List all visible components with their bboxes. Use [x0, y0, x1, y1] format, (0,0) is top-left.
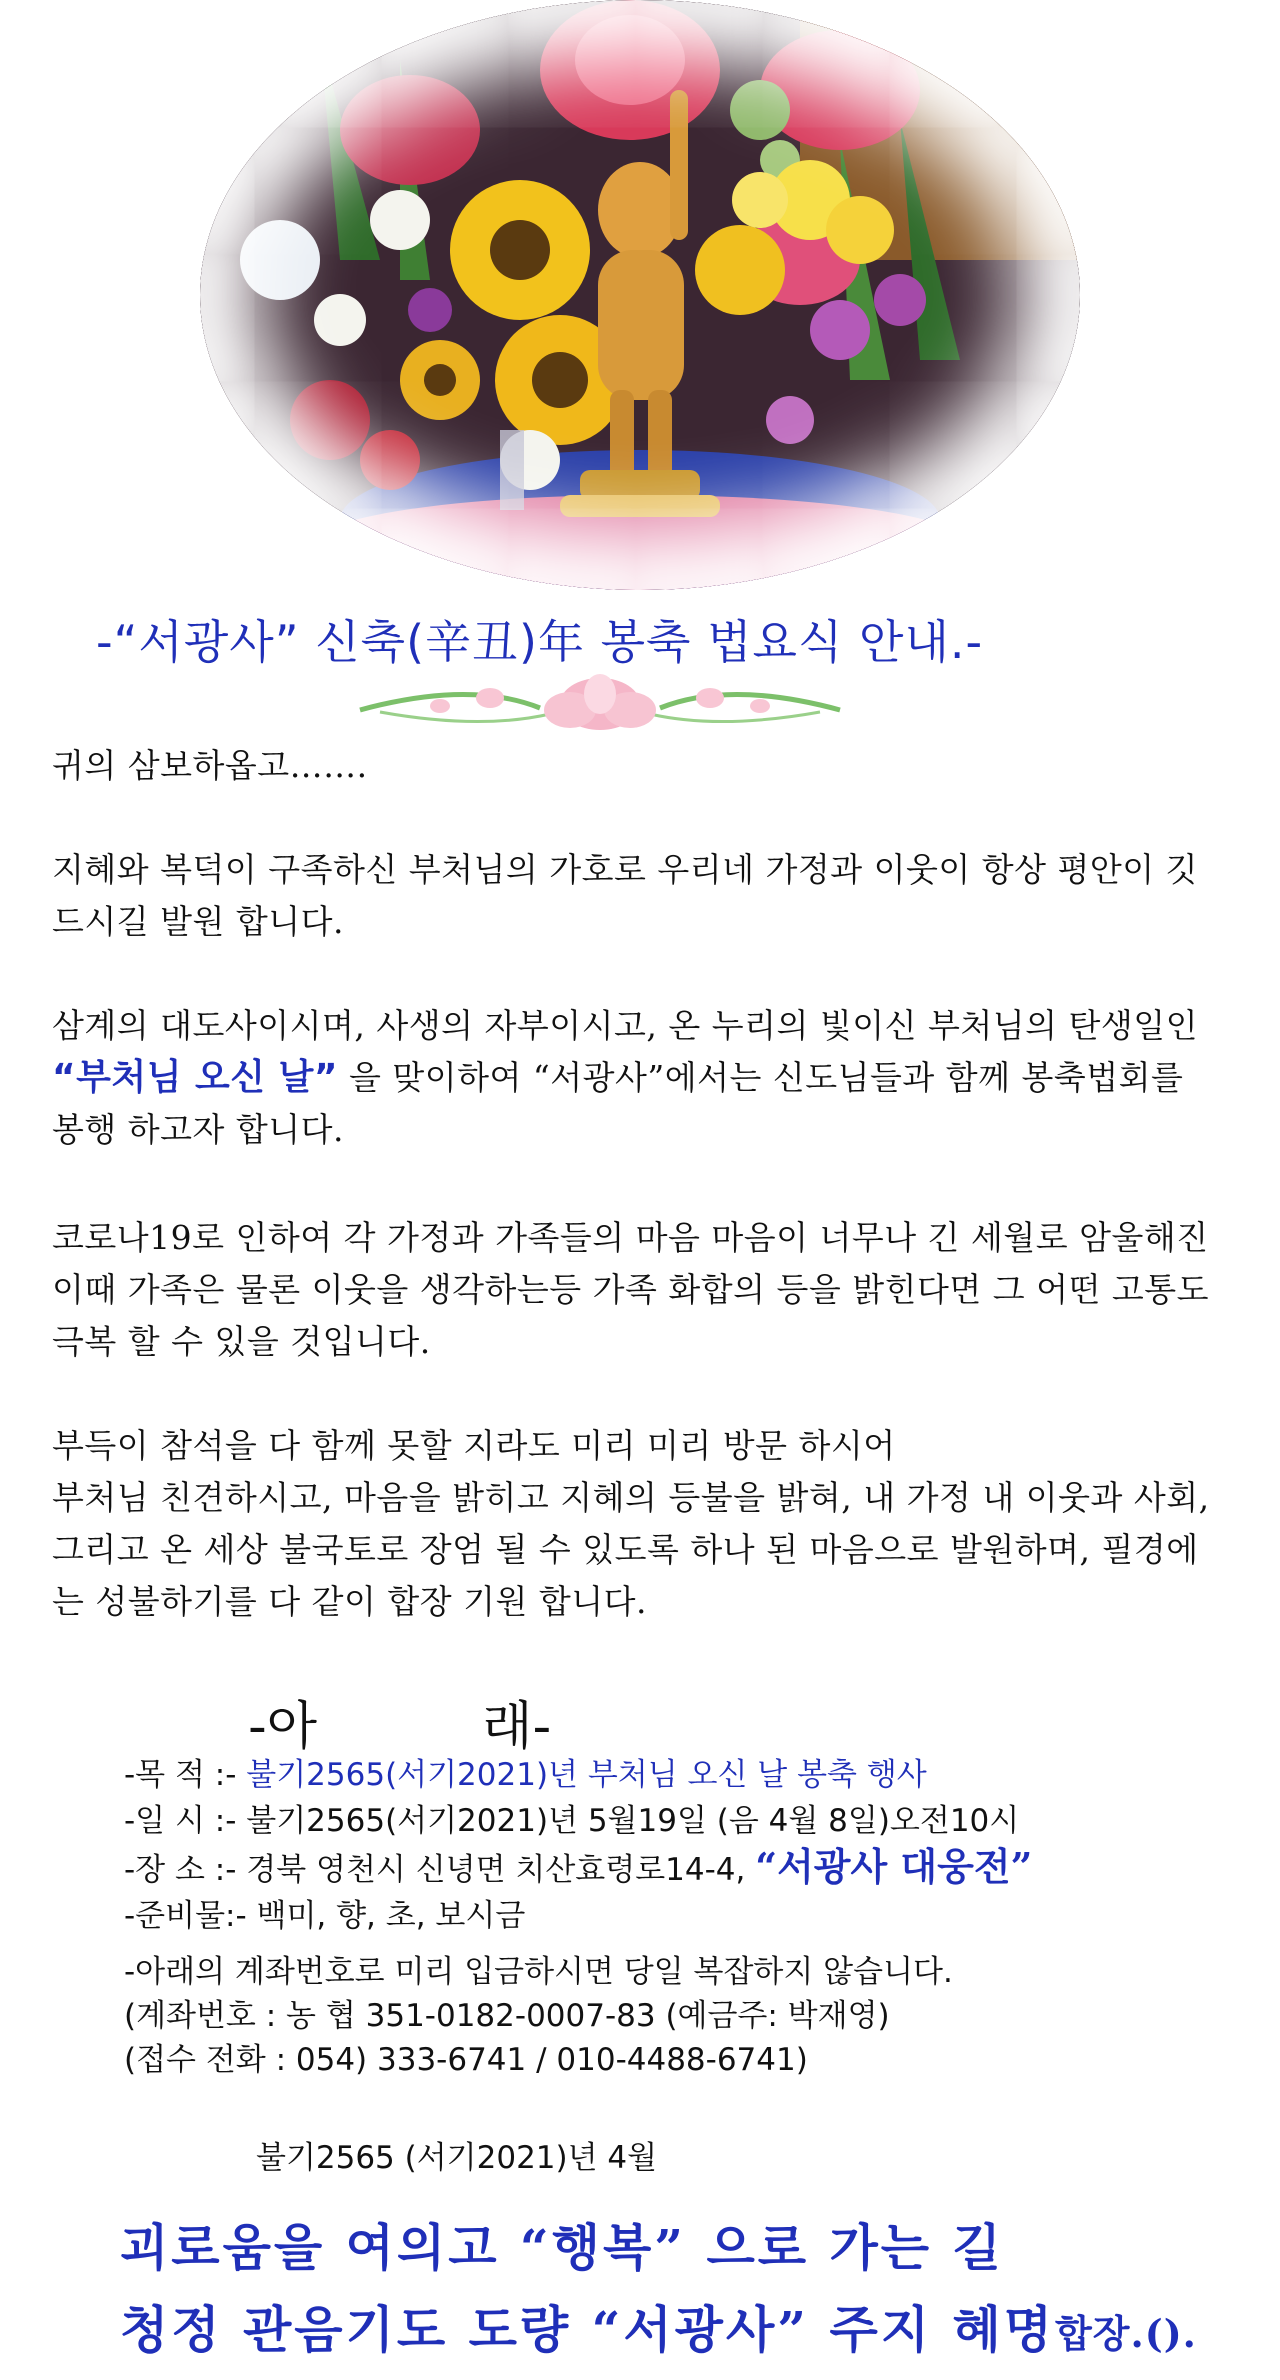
closing-line-1: 괴로움을 여의고 “행복” 으로 가는 길 [120, 2218, 1004, 2277]
closing-signature: 청정 관음기도 도량 “서광사” 주지 혜명 [120, 2300, 1056, 2359]
paragraph-3-after: 을 맞이하여 “서광사”에서는 신도님들과 함께 봉축법회를 봉행 하고자 합니다. [52, 1058, 1184, 1149]
hero-illustration [200, 0, 1080, 590]
page-title: -“서광사” 신축(辛丑)年 봉축 법요식 안내.- [96, 615, 984, 669]
detail-time [124, 1798, 1224, 1844]
lotus-divider-icon [340, 670, 860, 740]
covid-paragraph: 코로나19로 인하여 각 가정과 가족들의 마음 마음이 너무나 긴 세월로 암울해진 이때 가족은 물론 이웃을 생각하는등 가족 화합의 등을 밝힌다면 그 어떤 고통도 극복 할 수 있을 것입니다. [52, 1218, 1209, 1361]
notice-heading: -아 래- [248, 1697, 552, 1757]
issue-date: 불기2565 (서기2021)년 4월 [256, 2140, 658, 2176]
buddha-birthday-highlight: “부처님 오신 날” [52, 1057, 339, 1098]
greeting-paragraph: 귀의 삼보하옵고……. [52, 746, 368, 785]
buddha-birthday-paragraph [52, 1000, 1222, 1156]
phone-line: (접수 전화 : 054) 333-6741 / 010-4488-6741) [124, 2042, 808, 2078]
wish-paragraph: 지혜와 복덕이 구족하신 부처님의 가호로 우리네 가정과 이웃이 항상 평안이 깃드시길 발원 합니다. [52, 850, 1198, 941]
closing-hapjang: 합장.(). [1055, 2311, 1197, 2356]
detail-place [124, 1844, 1224, 1893]
account-note: -아래의 계좌번호로 미리 입금하시면 당일 복잡하지 않습니다. [124, 1954, 953, 1990]
bank-account-line: (계좌번호 : 농 협 351-0182-0007-83 (예금주: 박재영) [124, 1998, 890, 2034]
account-info [124, 1950, 1224, 2082]
hero-photo-baby-buddha [200, 0, 1080, 590]
time-label: -일 시 :- [124, 1803, 247, 1839]
purpose-value: 불기2565(서기2021)년 부처님 오신 날 봉축 행사 [246, 1757, 927, 1793]
visit-paragraph-rest: 부처님 친견하시고, 마음을 밝히고 지혜의 등불을 밝혀, 내 가정 내 이웃과 사회, 그리고 온 세상 불국토로 장엄 될 수 있도록 하나 된 마음으로 발원하며, 필경에는 성불하기를 다 같이 합장 기원 합니다. [52, 1478, 1210, 1621]
detail-purpose [124, 1752, 1224, 1798]
purpose-label: -목 적 :- [124, 1757, 247, 1793]
closing-line-2 [120, 2290, 1260, 2362]
prep-value: 백미, 향, 초, 보시금 [256, 1898, 526, 1934]
detail-preparation [124, 1893, 1224, 1939]
venue-name: “서광사 대웅전” [755, 1844, 1033, 1889]
place-value: 경북 영천시 신녕면 치산효령로14-4, [246, 1852, 756, 1888]
event-details [124, 1752, 1224, 1939]
time-value: 불기2565(서기2021)년 5월19일 (음 4월 8일)오전10시 [246, 1803, 1020, 1839]
place-label: -장 소 :- [124, 1852, 247, 1888]
visit-paragraph [52, 1420, 1222, 1628]
visit-paragraph-line1: 부득이 참석을 다 함께 못할 지라도 미리 미리 방문 하시어 [52, 1426, 896, 1465]
paragraph-3-before: 삼계의 대도사이시며, 사생의 자부이시고, 온 누리의 빛이신 부처님의 탄생일인 [52, 1006, 1198, 1045]
prep-label: -준비물:- [124, 1898, 257, 1934]
